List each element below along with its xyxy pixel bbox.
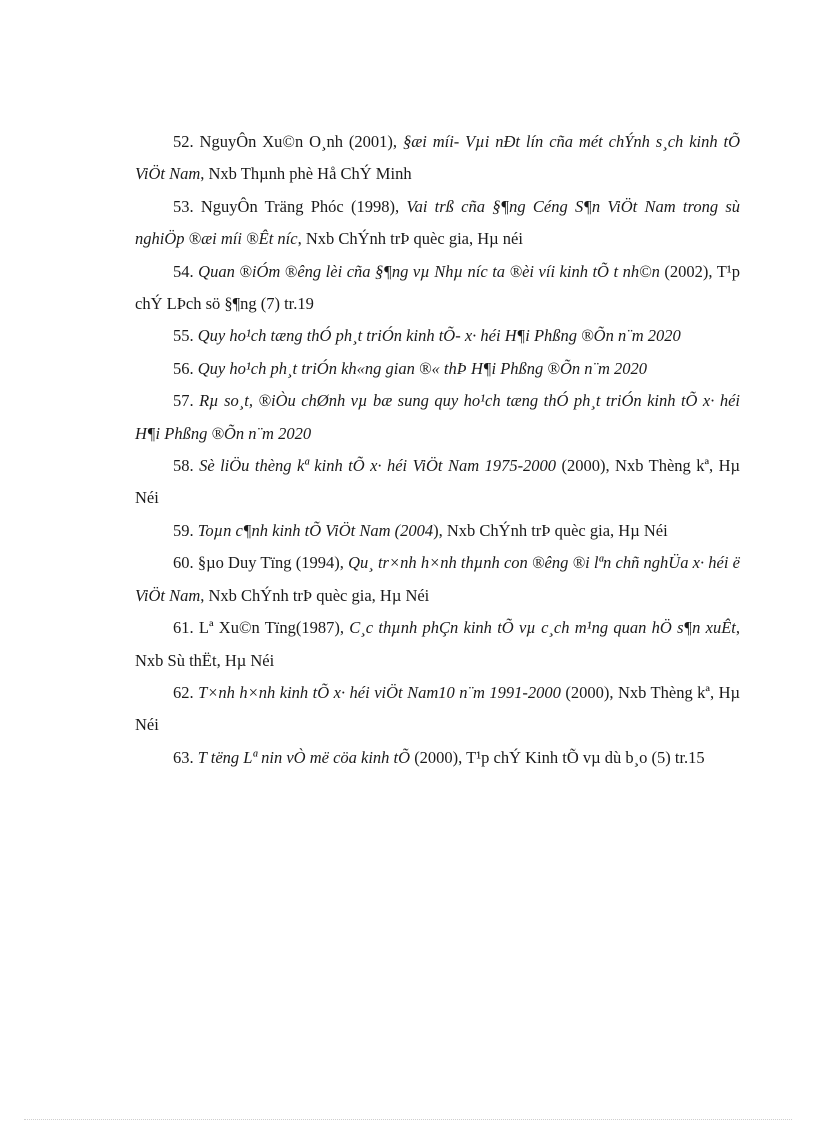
reference-author: Lª Xu©n Tïng(1987), [198, 618, 350, 638]
reference-number: 55. [173, 326, 194, 346]
reference-item [135, 742, 740, 774]
reference-number: 56. [173, 358, 194, 378]
reference-title: Quan ®iÓm ®êng lèi cña §¶ng vµ Nhµ níc ta ®èi víi kinh tÕ t nh©n [198, 261, 660, 281]
reference-title: Vai trß cña §¶ng Céng S¶n ViÖt Nam trong sù nghiÖp ®æi míi ®Êt níc [135, 196, 740, 249]
reference-number: 62. [173, 682, 194, 702]
reference-item [135, 450, 740, 515]
reference-publisher: (2000), Nxb Thèng kª, Hµ Néi [135, 682, 741, 735]
reference-title: Quy ho¹ch tæng thÓ ph¸t triÓn kinh tÕ- x· héi H¶i Phßng ®Õn n¨m 2020 [197, 326, 681, 346]
reference-item [135, 320, 740, 352]
reference-number: 58. [173, 456, 194, 476]
reference-number: 60. [173, 553, 194, 573]
reference-publisher: (2002), T¹p chÝ LÞch sö §¶ng (7) tr.19 [135, 261, 740, 314]
reference-number: 52. [173, 132, 194, 151]
reference-publisher: , Nxb Sù thËt, Hµ Néi [135, 618, 740, 670]
page-bottom-divider [24, 1119, 792, 1120]
reference-item [135, 547, 740, 612]
reference-number: 53. [173, 196, 194, 216]
reference-title: §æi míi- Vµi nÐt lín cña mét chÝnh s¸ch kinh tÕ ViÖt Nam [135, 132, 741, 184]
reference-number: 63. [173, 747, 194, 767]
reference-item [135, 385, 740, 450]
reference-publisher: (2000), T¹p chÝ Kinh tÕ vµ dù b¸o (5) tr.15 [410, 747, 705, 767]
reference-publisher: , Nxb ChÝnh trÞ quèc gia, Hµ néi [297, 229, 523, 249]
reference-title: Toµn c¶nh kinh tÕ ViÖt Nam (2004 [197, 520, 434, 540]
reference-item [135, 677, 740, 742]
reference-list [135, 126, 740, 774]
reference-publisher: , Nxb ChÝnh trÞ quèc gia, Hµ Néi [200, 585, 430, 605]
reference-title: C¸c thµnh phÇn kinh tÕ vµ c¸ch m¹ng quan hÖ s¶n xuÊt [349, 618, 736, 638]
reference-number: 61. [173, 618, 194, 638]
reference-publisher: , Nxb Thµnh phè Hå ChÝ Minh [200, 164, 412, 184]
reference-title: Sè liÖu thèng kª kinh tÕ x· héi ViÖt Nam 1975-2000 [199, 456, 557, 476]
reference-title: T×nh h×nh kinh tÕ x· héi viÖt Nam10 n¨m 1991-2000 [198, 682, 561, 702]
reference-number: 57. [173, 391, 194, 411]
reference-author: NguyÔn Xu©n O¸nh (2001), [199, 132, 403, 151]
reference-publisher: ), Nxb ChÝnh trÞ quèc gia, Hµ Néi [433, 520, 668, 540]
reference-title: Quy ho¹ch ph¸t triÓn kh«ng gian ®« thÞ H¶i Phßng ®Õn n¨m 2020 [197, 358, 648, 378]
reference-item [135, 126, 740, 191]
reference-publisher: (2000), Nxb Thèng kª, Hµ Néi [135, 456, 741, 508]
reference-author: NguyÔn Träng Phóc (1998), [200, 196, 407, 216]
reference-item [135, 612, 740, 677]
reference-item [135, 353, 740, 385]
reference-title: Rµ so¸t, ®iÒu chØnh vµ bæ sung quy ho¹ch tæng thÓ ph¸t triÓn kinh tÕ x· héi H¶i Phßng ®Õn n¨m 2020 [135, 391, 741, 443]
reference-title: Qu¸ tr×nh h×nh thµnh con ®êng ®i lªn chñ nghÜa x· héi ë ViÖt Nam [135, 553, 741, 605]
reference-number: 59. [173, 520, 194, 540]
reference-author: §µo Duy Tïng (1994), [197, 553, 349, 573]
reference-number: 54. [173, 261, 194, 281]
reference-item [135, 515, 740, 547]
reference-title: T tëng Lª nin vÒ më cöa kinh tÕ [197, 747, 411, 767]
reference-item [135, 191, 740, 256]
reference-item [135, 256, 740, 321]
